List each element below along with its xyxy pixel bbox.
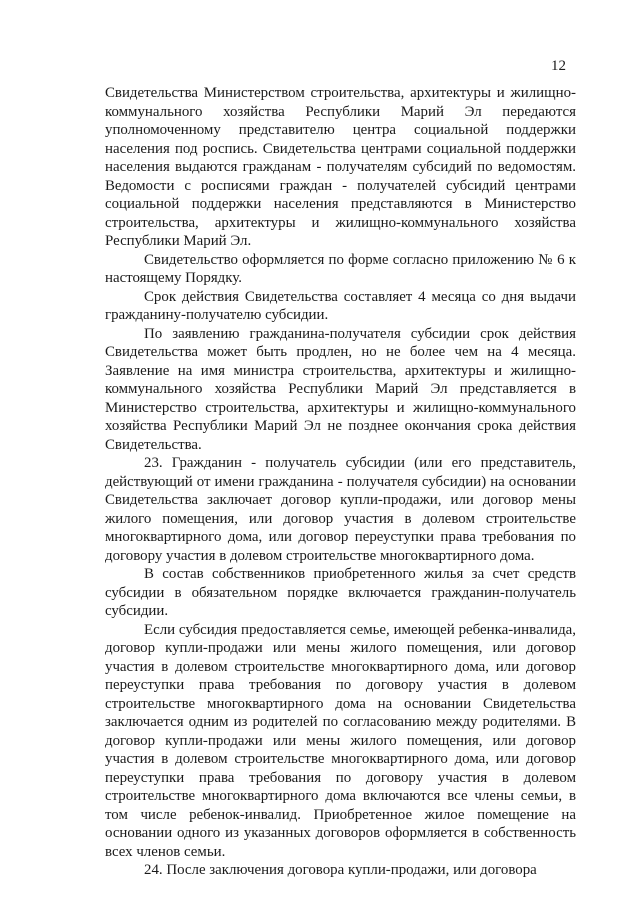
document-body xyxy=(105,84,576,880)
paragraph: Свидетельство оформляется по форме согласно приложению № 6 к настоящему Порядку. xyxy=(105,251,576,286)
paragraph-item-23: 23. Гражданин - получатель субсидии (или его представитель, действующий от имени гражданина - получателя субсидии) на основании Свидетельства заключает договор купли-продажи, или договор мены жилого помещения, или договор участия в долевом строительстве многоквартирного дома, или договор переуступки права требования по договору участия в долевом строительстве многоквартирного дома. xyxy=(105,455,576,564)
paragraph: В состав собственников приобретенного жилья за счет средств субсидии в обязательном порядке включается гражданин-получатель субсидии. xyxy=(105,566,576,619)
paragraph-item-24: 24. После заключения договора купли-продажи, или договора xyxy=(144,862,537,878)
page-number: 12 xyxy=(551,58,566,74)
paragraph: Срок действия Свидетельства составляет 4 месяца со дня выдачи гражданину-получателю субсидии. xyxy=(105,288,576,323)
paragraph: Если субсидия предоставляется семье, имеющей ребенка-инвалида, договор купли-продажи или мены жилого помещения, или договор участия в долевом строительстве многоквартирного дома, или договор переуступки права требования по договору участия в долевом строительстве многоквартирного дома на основании Свидетельства заключается одним из родителей по согласованию между родителями. В договор купли-продажи или мены жилого помещения, или договор участия в долевом строительстве многоквартирного дома, или договор переуступки права требования по договору участия в долевом строительстве многоквартирного дома включаются все члены семьи, в том числе ребенок-инвалид. Приобретенное жилое помещение на основании одного из указанных договоров оформляется в собственность всех членов семьи. xyxy=(105,621,576,860)
paragraph: Свидетельства Министерством строительства, архитектуры и жилищно-коммунального хозяйства Республики Марий Эл передаются уполномоченному представителю центра социальной поддержки населения под роспись. Свидетельства центрами социальной поддержки населения выдаются гражданам - получателям субсидий по ведомостям. Ведомости с росписями граждан - получателей субсидий центрами социальной поддержки населения представляются в Министерство строительства, архитектуры и жилищно-коммунального хозяйства Республики Марий Эл. xyxy=(105,85,576,249)
paragraph: По заявлению гражданина-получателя субсидии срок действия Свидетельства может быть продлен, но не более чем на 4 месяца. Заявление на имя министра строительства, архитектуры и жилищно-коммунального хозяйства Республики Марий Эл представляется в Министерство строительства, архитектуры и жилищно-коммунального хозяйства Республики Марий Эл не позднее окончания срока действия Свидетельства. xyxy=(105,325,576,453)
